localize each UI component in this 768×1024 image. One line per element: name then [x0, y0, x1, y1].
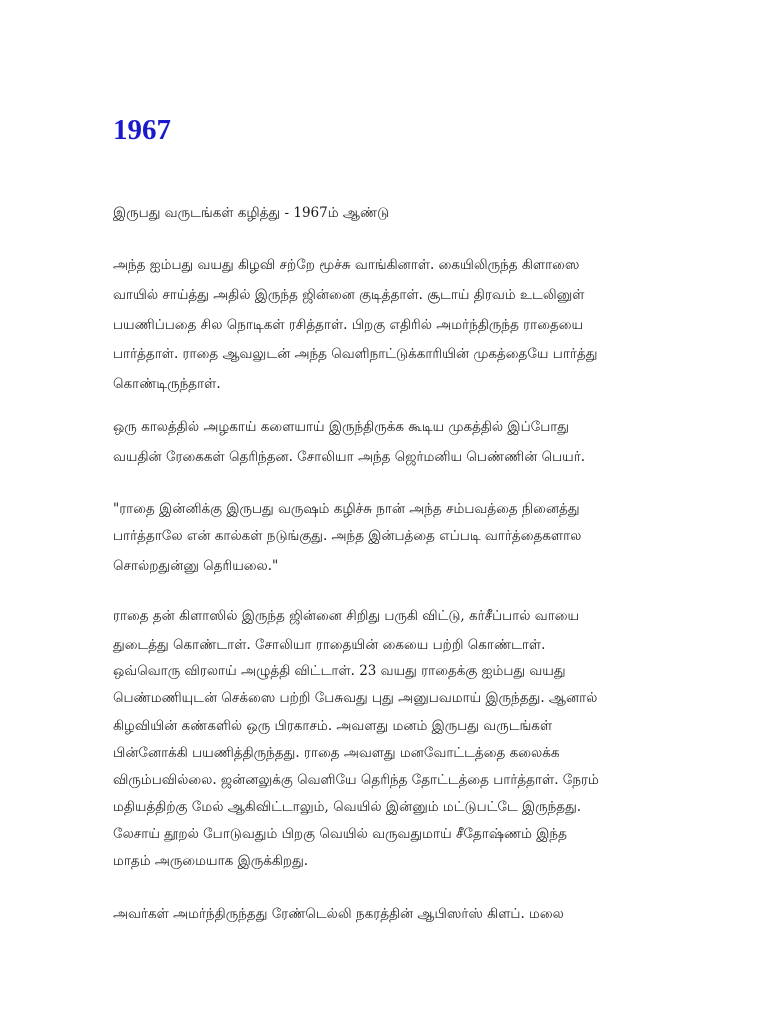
text-line: பார்த்தாள். ராதை ஆவலுடன் அந்த வெளிநாட்டுக்காரியின் முகத்தையே பார்த்து	[113, 346, 598, 362]
text-line: பின்னோக்கி பயணித்திருந்தது. ராதை அவளது மனவோட்டத்தை கலைக்க	[113, 745, 560, 761]
text-line: பார்த்தாலே என் கால்கள் நடுங்குது. அந்த இன்பத்தை எப்படி வார்த்தைகளால	[113, 528, 582, 544]
text-line: விரும்பவில்லை. ஜன்னலுக்கு வெளியே தெரிந்த தோட்டத்தை பார்த்தாள். நேரம்	[113, 772, 599, 788]
text-line: வாயில் சாய்த்து அதில் இருந்த ஜின்னை குடித்தாள். சூடாய் திரவம் உடலினுள்	[113, 287, 585, 303]
text-line: வயதின் ரேகைகள் தெரிந்தன. சோலியா அந்த ஜெர்மனிய பெண்ணின் பெயர்.	[113, 449, 586, 465]
text-line: சொல்றதுன்னு தெரியலை."	[113, 558, 279, 574]
text-line: ராதை தன் கிளாஸில் இருந்த ஜின்னை சிறிது பருகி விட்டு, கர்சீப்பால் வாயை	[113, 608, 580, 624]
text-line: கொண்டிருந்தாள்.	[113, 376, 221, 392]
text-line: அவர்கள் அமர்ந்திருந்தது ரேண்டெல்லி நகரத்தின் ஆபிஸர்ஸ் கிளப். மலை	[113, 906, 564, 922]
text-line: துடைத்து கொண்டாள். சோலியா ராதையின் கையை பற்றி கொண்டாள்.	[113, 637, 546, 653]
chapter-heading: 1967	[113, 114, 171, 146]
text-line: கிழவியின் கண்களில் ஒரு பிரகாசம். அவளது மனம் இருபது வருடங்கள்	[113, 718, 553, 734]
text-line: லேசாய் தூறல் போடுவதும் பிறகு வெயில் வருவதுமாய் சீதோஷ்ணம் இந்த	[113, 826, 567, 842]
text-line: மதியத்திற்கு மேல் ஆகிவிட்டாலும், வெயில் இன்னும் மட்டுபட்டே இருந்தது.	[113, 799, 582, 815]
text-line: பயணிப்பதை சில நொடிகள் ரசித்தாள். பிறகு எதிரில் அமர்ந்திருந்த ராதையை	[113, 317, 584, 333]
text-line: மாதம் அருமையாக இருக்கிறது.	[113, 853, 309, 869]
text-line: ஒவ்வொரு விரலாய் அழுத்தி விட்டாள். 23 வயது ராதைக்கு ஐம்பது வயது	[113, 663, 566, 679]
text-line: ஒரு காலத்தில் அழகாய் களையாய் இருந்திருக்க கூடிய முகத்தில் இப்போது	[113, 419, 570, 435]
chapter-subtitle: இருபது வருடங்கள் கழித்து - 1967ம் ஆண்டு	[113, 205, 390, 221]
text-line: பெண்மணியுடன் செக்ஸை பற்றி பேசுவது புது அனுபவமாய் இருந்தது. ஆனால்	[113, 690, 598, 706]
text-line: அந்த ஐம்பது வயது கிழவி சற்றே மூச்சு வாங்கினாள். கையிலிருந்த கிளாஸை	[113, 257, 580, 273]
text-line: "ராதை இன்னிக்கு இருபது வருஷம் கழிச்சு நான் அந்த சம்பவத்தை நினைத்து	[113, 501, 580, 517]
